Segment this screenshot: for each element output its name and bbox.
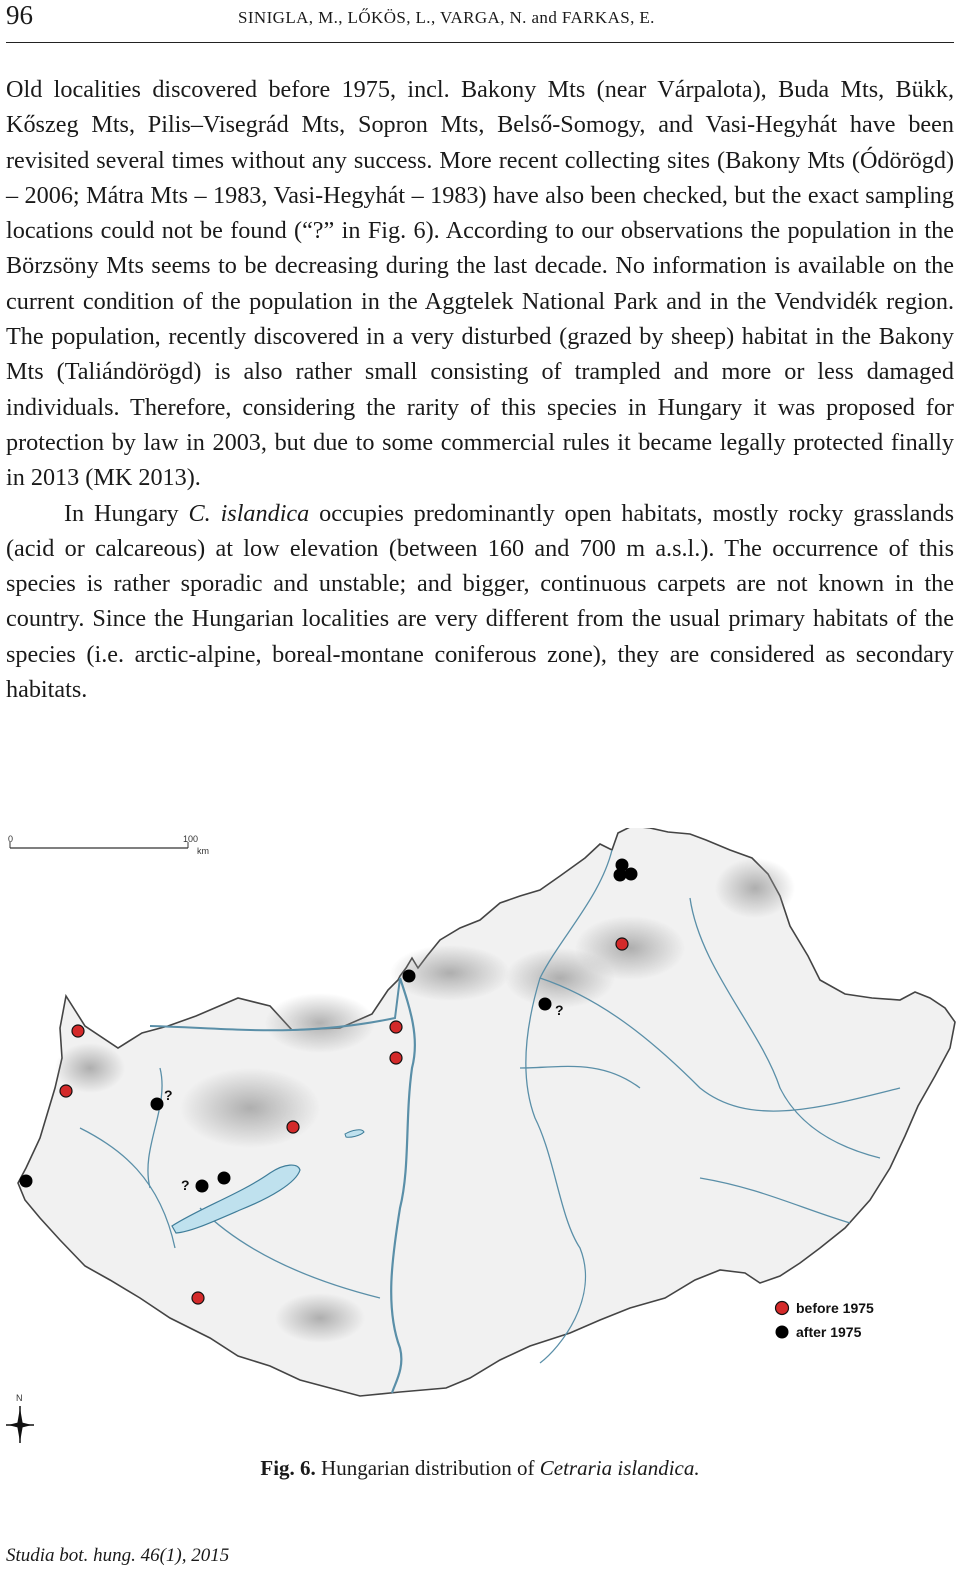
paragraph-1: Old localities discovered before 1975, incl. Bakony Mts (near Várpalota), Buda Mts, Bükk, Kőszeg Mts, Pilis–Visegrád Mts, Sopron Mts, Belső-Somogy, and Vasi-Hegyhát have been revisited several times without any success. More recent collecting sites (Bakony Mts (Ódörögd) – 2006; Mátra Mts – 1983, Vasi-Hegyhát – 1983) have also been checked, but the exact sampling locations could not be found (“?” in Fig. 6). According to our observations the population in the Börzsöny Mts seems to be decreasing during the last decade. No information is available on the current condition of the population in the Aggtelek National Park and in the Vendvidék region. The population, recently discovered in a very disturbed (grazed by sheep) habitat in the Bakony Mts (Taliándörögd) is also rather small consisting of trampled and more or less damaged individuals. Therefore, considering the rarity of this species in Hungary it was proposed for protection by law in 2003, but due to some commercial rules it became legally protected finally in 2013 (MK 2013). xyxy=(6,76,954,492)
hungary-map xyxy=(0,828,960,1448)
question-mark: ? xyxy=(181,1177,190,1193)
para2-start: In Hungary xyxy=(64,499,189,527)
scale-unit-label: km xyxy=(197,846,209,856)
legend-before-swatch xyxy=(776,1302,789,1315)
para2-rest: occupies predominantly open habitats, mostly rocky grasslands (acid or calcareous) at low elevation (between 160 and 700 m a.s.l.). The occurrence of this species is rather sporadic and unstable; and bigger, continuous carpets are not known in the country. Since the Hungarian localities are very different from the usual primary habitats of the species (i.e. arctic-alpine, boreal-montane coniferous zone), they are considered as secondary habitats. xyxy=(6,499,954,704)
caption-species: Cetraria islandica. xyxy=(539,1456,700,1480)
body-text xyxy=(6,72,954,707)
locality-dot xyxy=(539,998,552,1011)
running-head: SINIGLA, M., LŐKÖS, L., VARGA, N. and FARKAS, E. xyxy=(238,8,655,27)
locality-dot xyxy=(616,938,628,950)
scale-end-label: 100 xyxy=(183,834,199,844)
scale-start-label: 0 xyxy=(8,834,14,844)
distribution-map-figure xyxy=(0,828,960,1448)
header-rule xyxy=(6,42,954,43)
north-arrow-icon xyxy=(6,1393,34,1443)
legend-after-label: after 1975 xyxy=(796,1324,862,1340)
locality-dot xyxy=(218,1172,231,1185)
figure-caption xyxy=(0,1456,960,1481)
caption-text: Hungarian distribution of xyxy=(315,1456,540,1480)
map-legend xyxy=(776,1300,875,1340)
locality-dot xyxy=(196,1180,209,1193)
locality-dot xyxy=(403,970,416,983)
legend-before-label: before 1975 xyxy=(796,1300,874,1316)
locality-dot xyxy=(20,1175,33,1188)
scale-bar xyxy=(8,834,209,856)
journal-footer: Studia bot. hung. 46(1), 2015 xyxy=(6,1545,230,1566)
page-header xyxy=(6,0,954,40)
locality-dot xyxy=(287,1121,299,1133)
locality-dot xyxy=(390,1052,402,1064)
locality-dot xyxy=(72,1025,84,1037)
species-name: C. islandica xyxy=(188,499,310,527)
locality-dot xyxy=(614,869,627,882)
locality-dot xyxy=(192,1292,204,1304)
north-label: N xyxy=(16,1393,23,1403)
locality-dot xyxy=(60,1085,72,1097)
page-number: 96 xyxy=(6,0,33,30)
caption-label: Fig. 6. xyxy=(260,1456,316,1480)
paragraph-2 xyxy=(6,496,954,708)
question-mark: ? xyxy=(164,1087,173,1103)
locality-dot xyxy=(151,1098,164,1111)
locality-dot xyxy=(625,868,638,881)
question-mark: ? xyxy=(555,1002,564,1018)
legend-after-swatch xyxy=(776,1326,789,1339)
locality-dot xyxy=(390,1021,402,1033)
